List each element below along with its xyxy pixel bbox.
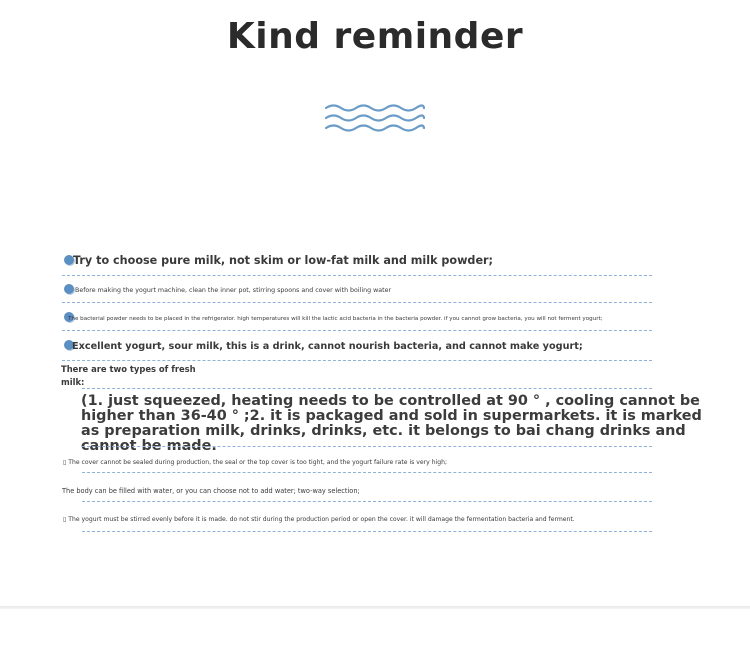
reminder-item-2: Before making the yogurt machine, clean the inner pot, stirring spoons and cover with boiling water xyxy=(75,287,392,294)
footer-divider xyxy=(0,606,750,609)
bullet-dot-icon xyxy=(64,284,74,294)
reminder-item-4: Excellent yogurt, sour milk, this is a drink, cannot nourish bacteria, and cannot make yogurt; xyxy=(72,341,583,352)
divider xyxy=(62,275,652,276)
divider xyxy=(82,446,652,447)
divider xyxy=(62,302,652,303)
divider xyxy=(62,360,652,361)
divider xyxy=(62,330,652,331)
note-item-3: ▯ The yogurt must be stirred evenly before it is made. do not stir during the production period or open the cover. it will damage the fermentation bacteria and ferment. xyxy=(63,516,575,523)
divider xyxy=(82,531,652,532)
divider xyxy=(82,472,652,473)
note-item-1: ▯ The cover cannot be sealed during production, the seal or the top cover is too tight, and the yogurt failure rate is very high; xyxy=(63,459,448,466)
divider xyxy=(82,388,652,389)
fresh-milk-heading-line1: There are two types of fresh xyxy=(61,364,196,374)
wave-lines-icon xyxy=(325,103,425,135)
divider xyxy=(82,501,652,502)
reminder-item-3: The bacterial powder needs to be placed in the refrigerator. high temperatures will kill the lactic acid bacteria in the bacteria powder. if you cannot grow bacteria, you will not ferment yogurt; xyxy=(68,316,603,322)
note-item-2: The body can be filled with water, or you can choose not to add water; two-way selection; xyxy=(62,487,360,495)
fresh-milk-body: (1. just squeezed, heating needs to be controlled at 90 ° , cooling cannot be higher than 36-40 ° ;2. it is packaged and sold in supermarkets. it is marked as preparation milk, drinks, drinks, etc. it belongs to bai chang drinks and cannot be made. xyxy=(81,393,702,454)
reminder-item-1: Try to choose pure milk, not skim or low-fat milk and milk powder; xyxy=(73,254,494,267)
fresh-milk-heading-line2: milk: xyxy=(61,377,85,387)
page-title: Kind reminder xyxy=(226,16,524,57)
